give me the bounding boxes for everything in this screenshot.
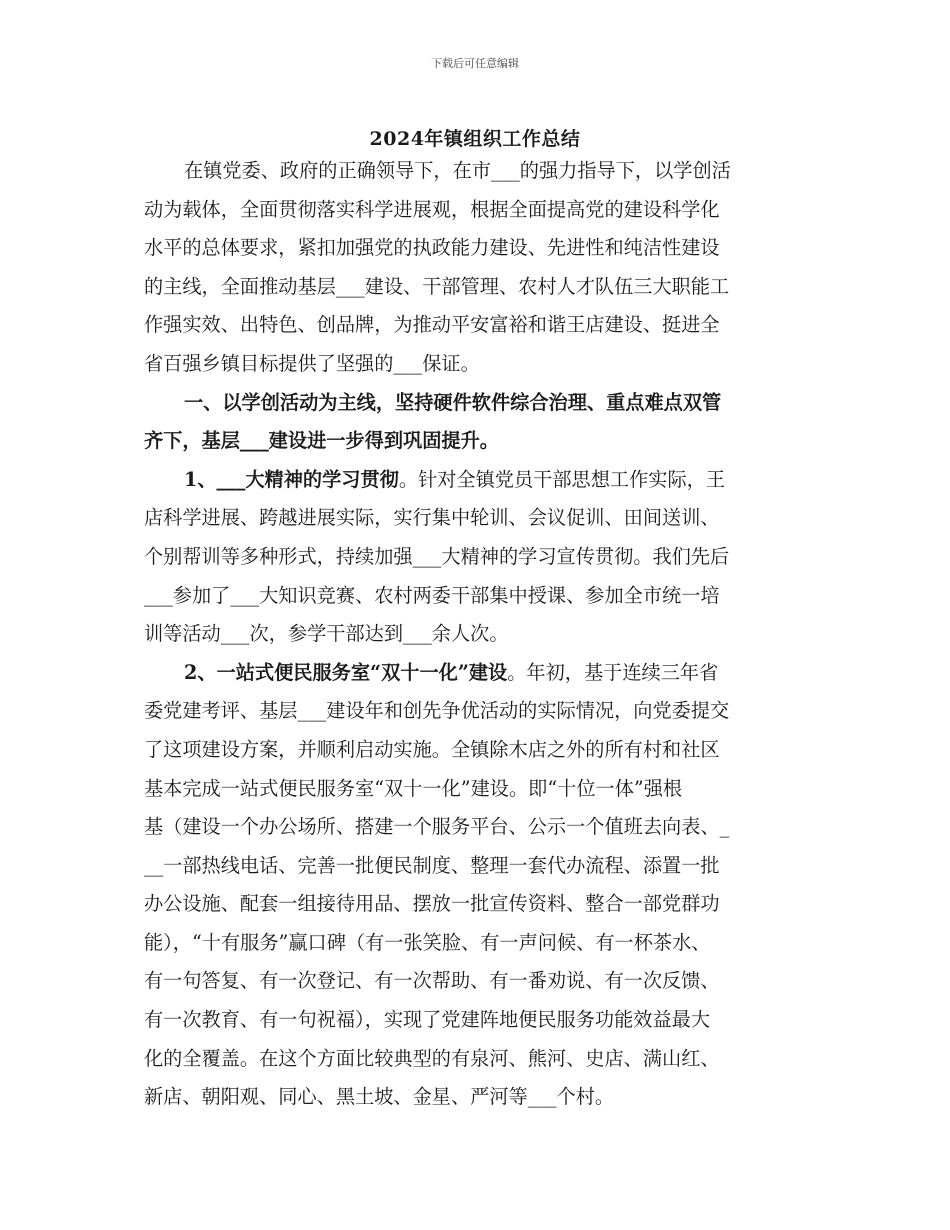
text-line <box>144 152 810 191</box>
text-line <box>144 692 810 731</box>
paragraph-text: 省百强乡镇目标提供了坚强的___保证。 <box>144 351 480 375</box>
bold-heading-text: 齐下，基层___建设进一步得到巩固提升。 <box>144 429 499 453</box>
text-line <box>144 422 810 461</box>
paragraph-text: 动为载体，全面贯彻落实科学进展观，根据全面提高党的建设科学化 <box>144 197 720 221</box>
text-line <box>144 229 810 268</box>
page-header: 下载后可任意编辑 <box>431 57 519 70</box>
text-line <box>144 654 810 693</box>
bold-heading-text: 一、以学创活动为主线，坚持硬件软件综合治理、重点难点双管 <box>184 390 722 414</box>
text-line <box>144 924 810 963</box>
paragraph-text: 新店、朝阳观、同心、黑土坡、金星、严河等___个村。 <box>144 1085 615 1109</box>
text-line <box>144 1001 810 1040</box>
paragraph-text: 有一次教育、有一句祝福），实现了党建阵地便民服务功能效益最大 <box>144 1008 711 1032</box>
text-line <box>144 885 810 924</box>
text-line <box>144 770 810 809</box>
paragraph-text: __一部热线电话、完善一批便民制度、整理一套代办流程、添置一批 <box>144 853 720 877</box>
text-line <box>144 615 810 654</box>
text-line <box>144 577 810 616</box>
bold-heading-text: 2、一站式便民服务室“双十一化”建设 <box>184 660 508 684</box>
paragraph-text: ___参加了___大知识竞赛、农村两委干部集中授课、参加全市统一培 <box>144 583 720 607</box>
paragraph-text: 基（建设一个办公场所、搭建一个服务平台、公示一个值班去向表、_ <box>144 815 730 839</box>
paragraph-text: 能），“十有服务”赢口碑（有一张笑脸、有一声问候、有一杯茶水、 <box>144 930 711 954</box>
document-title: 2024年镇组织工作总结 <box>369 128 581 150</box>
paragraph-text: 训等活动___次，参学干部达到___余人次。 <box>144 622 509 646</box>
paragraph-text: 作强实效、出特色、创品牌，为推动平安富裕和谐王店建设、挺进全 <box>144 313 720 337</box>
paragraph-text: 店科学进展、跨越进展实际，实行集中轮训、会议促训、田间送训、 <box>144 506 720 530</box>
paragraph-text: 了这项建设方案，并顺利启动实施。全镇除木店之外的所有村和社区 <box>144 737 720 761</box>
paragraph-text: 在镇党委、政府的正确领导下，在市___的强力指导下，以学创活 <box>184 159 731 182</box>
text-line <box>144 461 810 500</box>
text-line <box>144 384 810 423</box>
paragraph-text: 基本完成一站式便民服务室“双十一化”建设。即“十位一体”强根 <box>144 776 683 800</box>
text-line <box>144 847 810 886</box>
text-line <box>144 345 810 384</box>
text-line <box>144 1040 810 1079</box>
text-line <box>144 538 810 577</box>
paragraph-text: 的主线，全面推动基层___建设、干部管理、农村人才队伍三大职能工 <box>144 274 730 298</box>
bold-heading-text: 1、___大精神的学习贯彻 <box>184 467 399 491</box>
paragraph-text: 办公设施、配套一组接待用品、摆放一批宣传资料、整合一部党群功 <box>144 892 720 916</box>
text-line <box>144 808 810 847</box>
paragraph-text: 化的全覆盖。在这个方面比较典型的有泉河、熊河、史店、满山红、 <box>144 1046 720 1070</box>
text-line <box>144 306 810 345</box>
text-line <box>144 191 810 230</box>
paragraph-text: 个别帮训等多种形式，持续加强___大精神的学习宣传贯彻。我们先后 <box>144 544 730 568</box>
text-line <box>144 962 810 1001</box>
paragraph-text: 委党建考评、基层___建设年和创先争优活动的实际情况，向党委提交 <box>144 699 730 723</box>
text-line <box>144 731 810 770</box>
paragraph-text: 。年初，基于连续三年省 <box>507 660 719 684</box>
paragraph-text: 。针对全镇党员干部思想工作实际，王 <box>398 467 726 491</box>
paragraph-text: 有一句答复、有一次登记、有一次帮助、有一番劝说、有一次反馈、 <box>144 969 720 993</box>
text-line <box>144 499 810 538</box>
text-line <box>144 1078 810 1117</box>
text-line <box>144 268 810 307</box>
paragraph-text: 水平的总体要求，紧扣加强党的执政能力建设、先进性和纯洁性建设 <box>144 236 720 260</box>
document-body <box>144 152 810 1117</box>
